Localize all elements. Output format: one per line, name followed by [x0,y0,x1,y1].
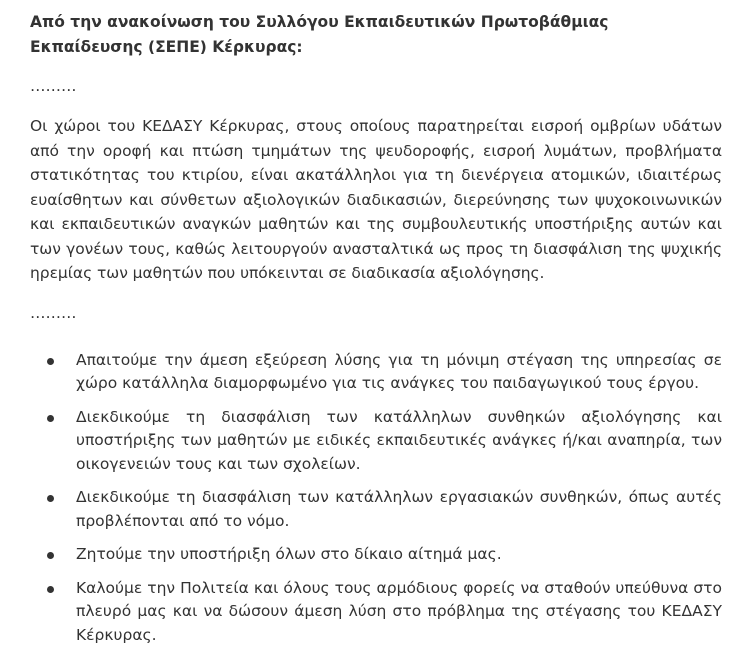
ellipsis-bottom: ……… [30,303,77,322]
list-item-text: Καλούμε την Πολιτεία και όλους τους αρμόδιους φορείς να σταθούν υπεύθυνα στο πλευρό μας και να δώσουν άμεση λύση στο πρόβλημα της στέγασης του ΚΕΔΑΣΥ Κέρκυρας. [76,578,722,644]
bullet-icon [47,495,54,502]
ellipsis-top: ……… [30,77,77,95]
list-item [30,577,722,648]
list-item-text: Διεκδικούμε τη διασφάλιση των κατάλληλων συνθηκών αξιολόγησης και υποστήριξης των μαθητών με ειδικές εκπαιδευτικές ανάγκες ή/και αναπηρία, των οικογενειών τους και των σχολείων. [76,407,722,473]
list-item [30,406,722,477]
list-item-text: Ζητούμε την υποστήριξη όλων στο δίκαιο αίτημά μας. [76,545,502,563]
bullet-icon [47,586,54,593]
list-item [30,543,722,567]
list-item [30,486,722,533]
article-body [30,10,722,657]
main-paragraph: Οι χώροι του ΚΕΔΑΣΥ Κέρκυρας, στους οποίους παρατηρείται εισροή ομβρίων υδάτων από την οροφή και πτώση τμημάτων της ψευδοροφής, εισροή λυμάτων, προβλήματα στατικότητας του κτιρίου, είναι ακατάλληλοι για τη διενέργεια ατομικών, ιδιαιτέρως ευαίσθητων και σύνθετων αξιολογικών διαδικασιών, διερεύνησης των ψυχοκοινωνικών και εκπαιδευτικών αναγκών μαθητών και της συμβουλευτικής υποστήριξης αυτών και των γονέων τους, καθώς λειτουργούν ανασταλτικά ως προς τη διασφάλιση της ψυχικής ηρεμίας των μαθητών που υπόκεινται σε διαδικασία αξιολόγησης. [30,117,722,282]
bullet-icon [47,415,54,422]
demands-list [30,349,722,648]
bullet-icon [47,552,54,559]
list-item [30,349,722,396]
article-heading: Από την ανακοίνωση του Συλλόγου Εκπαιδευτικών Πρωτοβάθμιας Εκπαίδευσης (ΣΕΠΕ) Κέρκυρας: [30,13,609,56]
list-item-text: Διεκδικούμε τη διασφάλιση των κατάλληλων εργασιακών συνθηκών, όπως αυτές προβλέπονται από το νόμο. [76,488,722,530]
list-item-text: Απαιτούμε την άμεση εξεύρεση λύσης για τη μόνιμη στέγαση της υπηρεσίας σε χώρο κατάλληλα διαμορφωμένο για τις ανάγκες του παιδαγωγικού τους έργου. [76,350,722,392]
bullet-icon [47,358,54,365]
